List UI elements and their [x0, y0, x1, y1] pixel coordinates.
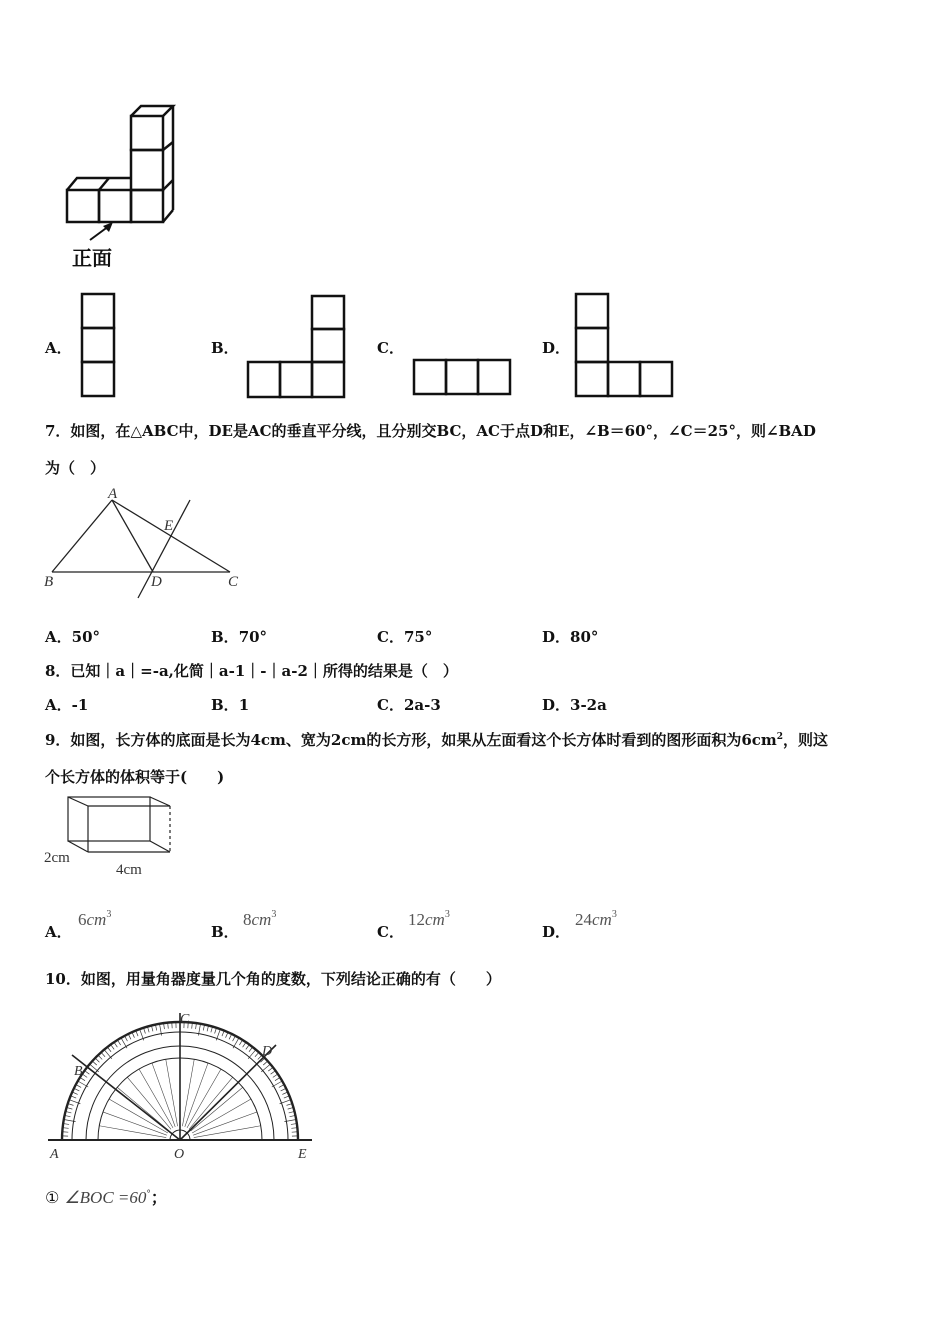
q9-question-line2: 个长方体的体积等于( )	[45, 768, 225, 786]
q6-option-a-letter: A．	[45, 339, 72, 357]
statement-1-marker: ①	[45, 1188, 60, 1207]
q7-question-line1: 7．如图，在△ABC中，DE是AC的垂直平分线，且分别交BC，AC于点D和E，∠B＝60°，∠C＝25°，则∠BAD	[45, 422, 816, 440]
q6-option-c-figure	[410, 356, 515, 400]
q6-option-c-letter: C．	[377, 339, 404, 357]
q9-option-a-value: $6cm^3$	[78, 909, 112, 929]
q7-option-a: A．50°	[45, 628, 101, 646]
q7-label-d: D	[151, 574, 162, 590]
q7-question-line2: 为（ ）	[45, 459, 106, 477]
q9-option-c-letter: C．	[377, 923, 404, 941]
q9-option-c-value: $12cm^3$	[408, 909, 450, 929]
q8-option-b: B．1	[211, 696, 250, 714]
q8-option-c: C．2a-3	[377, 696, 441, 714]
protractor-spoke	[185, 1063, 208, 1127]
q10-statement-1	[45, 1185, 167, 1208]
q10-label-e: E	[298, 1147, 307, 1162]
protractor-spoke	[182, 1059, 194, 1126]
statement-1-degree: °	[146, 1189, 151, 1200]
q7-option-d: D．80°	[542, 628, 599, 646]
protractor-spoke	[194, 1126, 261, 1138]
statement-1-end: ；	[150, 1188, 167, 1207]
q6-option-d-letter: D．	[542, 339, 571, 357]
q10-label-d: D	[262, 1044, 273, 1059]
q7-triangle-figure	[40, 484, 250, 604]
q9-option-d-letter: D．	[542, 923, 571, 941]
q6-cube-figure	[45, 98, 195, 273]
q7-option-b: B．70°	[211, 628, 268, 646]
q10-label-b: B	[74, 1064, 83, 1079]
q8-option-a: A．-1	[45, 696, 89, 714]
q9-cuboid-figure	[40, 792, 190, 882]
q10-label-o: O	[174, 1147, 185, 1162]
q10-label-a: A	[50, 1147, 59, 1162]
q6-option-b-figure	[244, 292, 349, 402]
protractor-spoke	[189, 1077, 233, 1129]
q10-label-c: C	[180, 1012, 190, 1027]
q7-option-c: C．75°	[377, 628, 433, 646]
q9-question-line1: 9．如图，长方体的底面是长为4cm、宽为2cm的长方形，如果从左面看这个长方体时看到的图形面积为$6cm^2$，则这	[45, 731, 829, 749]
protractor-spoke	[166, 1059, 178, 1126]
q9-option-a-letter: A．	[45, 923, 72, 941]
q8-option-d: D．3-2a	[542, 696, 607, 714]
q9-option-b-letter: B．	[211, 923, 239, 941]
statement-1-expr: ∠BOC =60	[64, 1188, 147, 1207]
q10-question-line1: 10．如图，用量角器度量几个角的度数，下列结论正确的有（ ）	[45, 970, 501, 988]
q7-label-c: C	[228, 574, 239, 590]
protractor-spoke	[152, 1063, 175, 1127]
q6-option-a-figure	[78, 290, 123, 400]
protractor-spoke	[103, 1112, 167, 1135]
q9-label-width: 2cm	[44, 850, 70, 866]
q10-protractor-figure	[40, 1005, 330, 1170]
q9-label-length: 4cm	[116, 862, 142, 878]
q6-option-b-letter: B．	[211, 339, 239, 357]
protractor-spoke	[193, 1112, 257, 1135]
q7-label-e: E	[164, 518, 174, 534]
q6-option-d-figure	[572, 290, 677, 402]
front-label: 正面	[72, 246, 112, 270]
q7-label-a: A	[108, 486, 118, 502]
protractor-spoke	[99, 1126, 166, 1138]
protractor-spoke	[191, 1087, 243, 1131]
q9-option-d-value: $24cm^3$	[575, 909, 617, 929]
q9-option-b-value: $8cm^3$	[243, 909, 277, 929]
q7-label-b: B	[44, 574, 54, 590]
q8-question-line1: 8．已知｜a｜=-a,化简｜a-1｜-｜a-2｜所得的结果是（ ）	[45, 662, 458, 680]
